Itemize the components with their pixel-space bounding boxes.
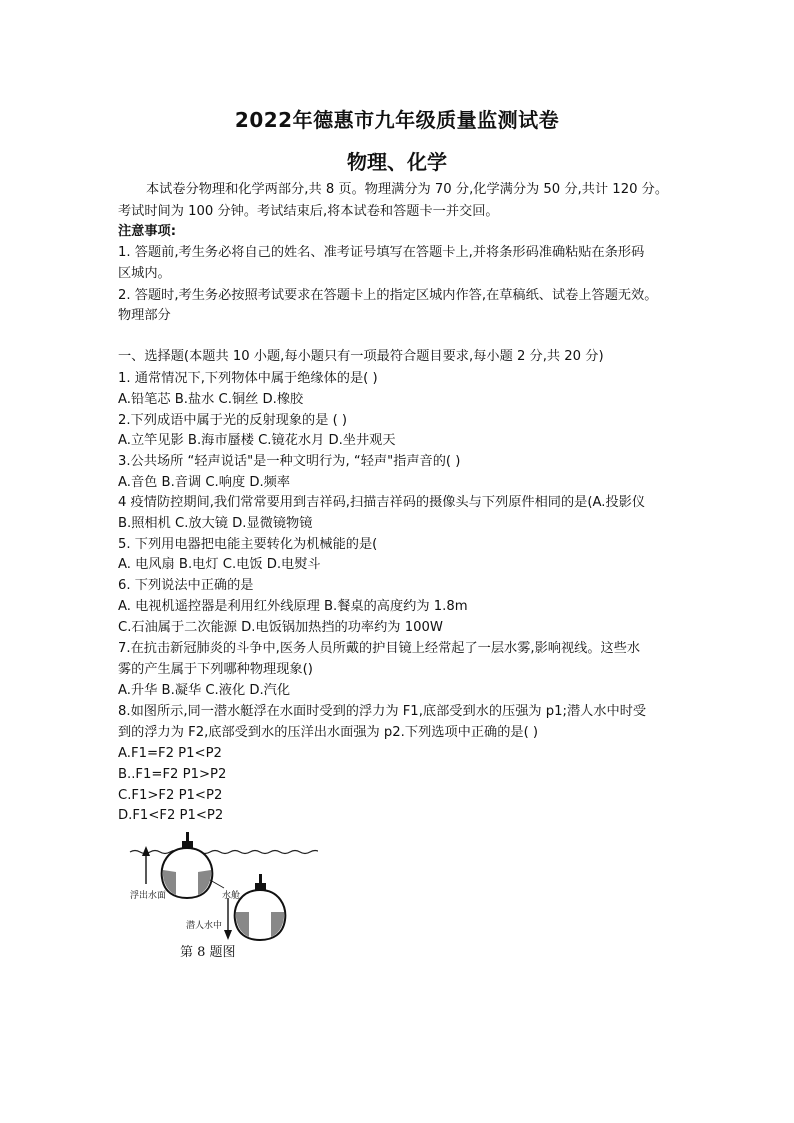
- question-line: 雾的产生属于下列哪种物理现象(): [118, 662, 313, 677]
- section-heading: 一、选择题(本题共 10 小题,每小题只有一项最符合题目要求,每小题 2 分,共 20 分): [118, 349, 604, 364]
- option-line: C.F1>F2 P1<P2: [118, 788, 223, 803]
- exam-title: 2022年德惠市九年级质量监测试卷: [234, 108, 560, 132]
- question-line: 1. 通常情况下,下列物体中属于绝缘体的是( ): [118, 371, 378, 386]
- label-tank: 水舱: [222, 891, 241, 901]
- question-line: 8.如图所示,同一潜水艇浮在水面时受到的浮力为 F1,底部受到水的压强为 p1;潜人水中时受: [118, 704, 647, 719]
- submerged-submarine: [235, 874, 286, 940]
- intro-line: 本试卷分物理和化学两部分,共 8 页。物理满分为 70 分,化学满分为 50 分,共计 120 分。: [146, 182, 669, 197]
- question-line: A.升华 B.凝华 C.液化 D.汽化: [118, 683, 291, 698]
- question-line: A.音色 B.音调 C.响度 D.频率: [118, 475, 291, 490]
- notice-line: 区城内。: [118, 266, 171, 281]
- question-line: B.照相机 C.放大镜 D.显微镜物镜: [118, 516, 313, 531]
- question-line: A. 电视机遥控器是利用红外线原理 B.餐桌的高度约为 1.8m: [118, 599, 468, 614]
- label-float: 浮出水面: [130, 891, 167, 901]
- question-line: 2.下列成语中属于光的反射现象的是 ( ): [118, 413, 348, 428]
- option-line: A.F1=F2 P1<P2: [118, 746, 222, 761]
- question-line: A.铅笔芯 B.盐水 C.铜丝 D.橡胶: [118, 392, 304, 407]
- question-line: A. 电风扇 B.电灯 C.电饭 D.电熨斗: [118, 557, 321, 572]
- notice-heading: 注意事项:: [118, 224, 177, 239]
- intro-line: 考试时间为 100 分钟。考试结束后,将本试卷和答题卡一并交回。: [118, 204, 499, 219]
- figure-caption: 第 8 题图: [180, 945, 236, 960]
- notice-line: 2. 答题时,考生务必按照考试要求在答题卡上的指定区城内作答,在草稿纸、试卷上答题无效。: [118, 288, 658, 303]
- floating-submarine: [162, 832, 213, 898]
- question-line: 6. 下列说法中正确的是: [118, 578, 254, 593]
- exam-subtitle: 物理、化学: [347, 150, 447, 174]
- question-line: 5. 下列用电器把电能主要转化为机械能的是(: [118, 537, 378, 552]
- part-label: 物理部分: [118, 308, 171, 323]
- submarine-figure: [128, 832, 318, 962]
- question-line: 4 疫情防控期间,我们常常要用到吉祥码,扫描吉祥码的摄像头与下列原件相同的是(A.投影仪: [118, 495, 646, 510]
- question-line: A.立竿见影 B.海市蜃楼 C.镜花水月 D.坐井观天: [118, 433, 396, 448]
- option-line: D.F1<F2 P1<P2: [118, 808, 224, 823]
- question-line: C.石油属于二次能源 D.电饭锅加热挡的功率约为 100W: [118, 620, 443, 635]
- question-line: 7.在抗击新冠肺炎的斗争中,医务人员所戴的护目镜上经常起了一层水雾,影响视线。这些水: [118, 641, 641, 656]
- notice-line: 1. 答题前,考生务必将自己的姓名、准考证号填写在答题卡上,并将条形码准确粘贴在条形码: [118, 245, 645, 260]
- label-dive: 潜人水中: [186, 921, 223, 931]
- question-line: 3.公共场所 “轻声说话"是一种文明行为, “轻声"指声音的( ): [118, 454, 461, 469]
- question-line: 到的浮力为 F2,底部受到水的压洋出水面强为 p2.下列选项中正确的是( ): [118, 725, 539, 740]
- option-line: B..F1=F2 P1>P2: [118, 767, 227, 782]
